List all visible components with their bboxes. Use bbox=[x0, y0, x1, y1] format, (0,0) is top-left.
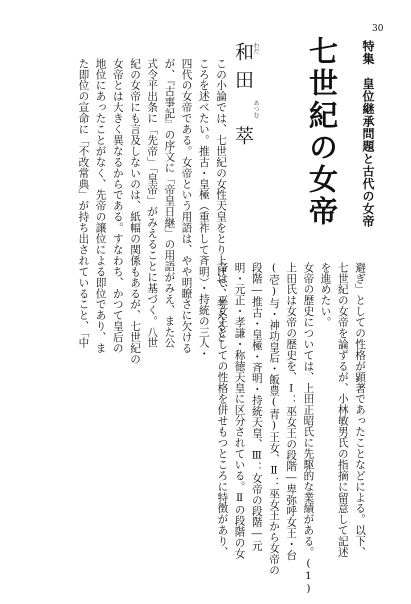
body-column: を進めたい。 bbox=[319, 262, 332, 328]
body-column: 七世紀の女帝を論ずるが、小林敏男氏の指摘に留意して記述 bbox=[336, 262, 349, 558]
article-kicker: 特集 皇位継承問題と古代の女帝 bbox=[361, 40, 375, 228]
page-number: 30 bbox=[372, 24, 384, 34]
body-column: 避ぎ」としての性格が顕著であったことなどによる。以下、 bbox=[354, 262, 366, 558]
body-column: 段階―推古・皇極・斉明・持統天皇、Ⅲ：女帝の段階―元 bbox=[250, 262, 263, 551]
body-column: 女帝の歴史については、上田正昭氏に先駆的な業績がある。(1) bbox=[302, 262, 315, 595]
body-column: 地位にあったことがなく、先帝の譲位による即位であり、ま bbox=[94, 58, 107, 354]
author-ruby-surname: わだ bbox=[252, 42, 259, 54]
body-column: 明・元正・孝謙・称徳天皇に区分されている。Ⅱの段階の女 bbox=[233, 262, 246, 560]
body-column: が、『古事記』の序文に「帝皇日継」の用語がみえ、また公 bbox=[163, 58, 176, 349]
body-column: 女帝とは大きく異なるからである。すなわち、かつて皇后の bbox=[111, 58, 124, 354]
body-column: この小論では、七世紀の女性天皇をとり上げて、考えると bbox=[215, 58, 227, 343]
body-column: た即位の宣命に「不改常典」が持ち出されていること、「中 bbox=[77, 58, 90, 349]
body-column: 帝は、巫女王としての性格を併せもつところに特徴があり、 bbox=[216, 262, 229, 558]
body-column: 四代の女帝である。女帝という用語は、やや明瞭さに欠ける bbox=[180, 58, 193, 354]
body-column: 式令平出条に「先帝」「皇帝」がみえることに基づく。八世 bbox=[146, 58, 159, 349]
author-ruby-given: あつむ bbox=[252, 100, 259, 118]
body-column: 上田氏は女帝の歴史を、Ⅰ：巫女王の段階―卑弥呼女王・台 bbox=[285, 262, 298, 561]
article-title: 七世紀の女帝 bbox=[305, 36, 339, 228]
body-column: (壱)与・神功皇后・飯豊(青)王女、Ⅱ：巫女王から女帝の bbox=[268, 262, 280, 576]
author-name: 和田 萃 bbox=[232, 42, 254, 154]
body-column: 紀の女帝にも言及しないのは、紙幅の関係もあるが、七世紀の bbox=[129, 58, 141, 365]
body-column: ころを述べたい。推古・皇極（重祚して斉明）・持統の三人・ bbox=[197, 58, 210, 360]
